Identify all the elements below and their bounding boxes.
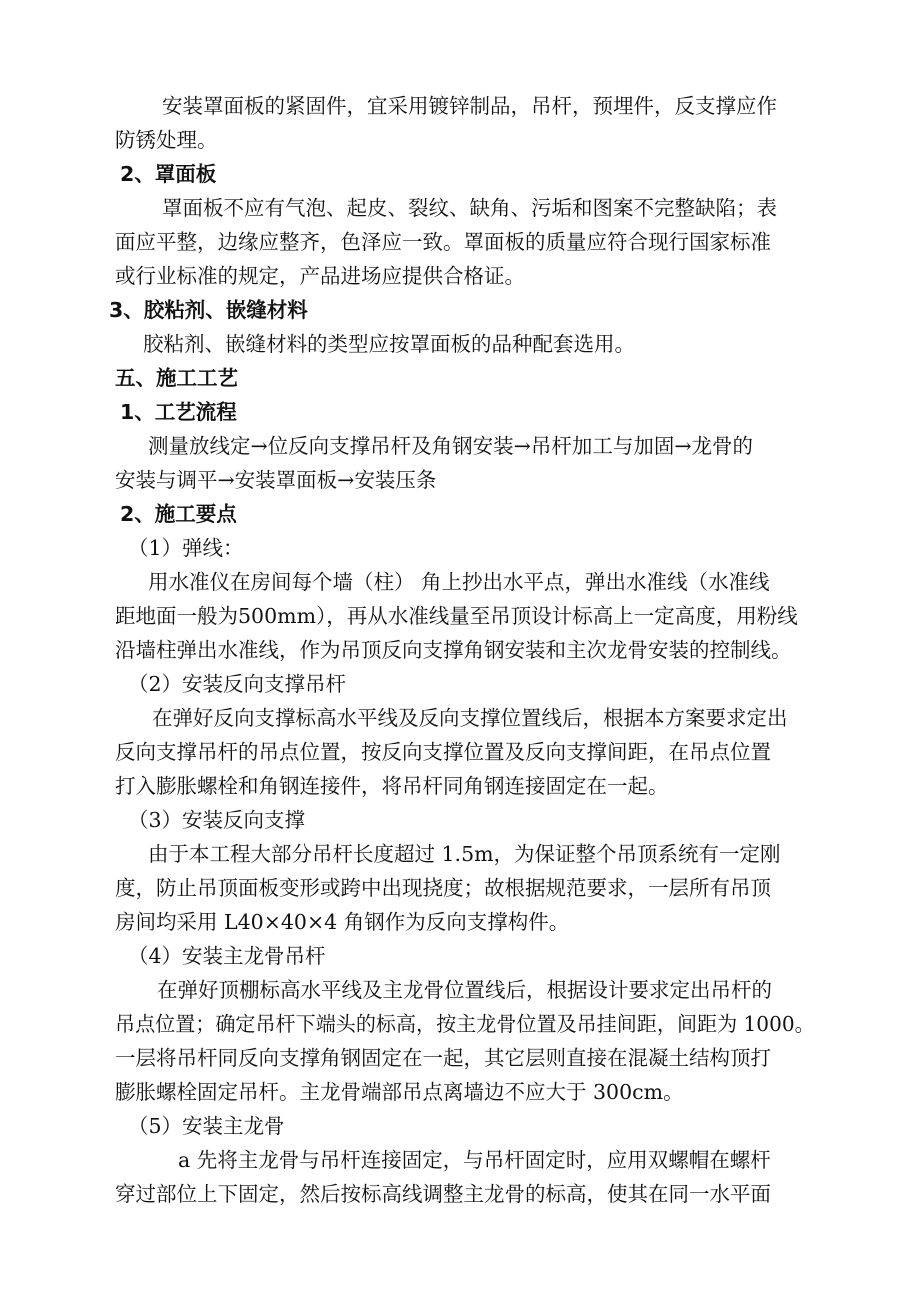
paragraph-line: 一层将吊杆同反向支撑角钢固定在一起，其它层则直接在混凝土结构顶打 — [115, 1046, 771, 1070]
subsection-title: （3）安装反向支撑 — [128, 808, 306, 832]
subsection-title: （2）安装反向支撑吊杆 — [128, 672, 347, 696]
paragraph-line: a 先将主龙骨与吊杆连接固定，与吊杆固定时，应用双螺帽在螺杆 — [178, 1148, 771, 1172]
section-heading: 3、胶粘剂、嵌缝材料 — [109, 298, 308, 322]
subsection-title: （5）安装主龙骨 — [128, 1114, 285, 1138]
chapter-heading: 五、施工工艺 — [115, 366, 238, 390]
paragraph-line: 穿过部位上下固定，然后按标高线调整主龙骨的标高，使其在同一水平面 — [115, 1182, 771, 1206]
paragraph-line: 防锈处理。 — [115, 128, 218, 152]
paragraph-line: 打入膨胀螺栓和角钢连接件，将吊杆同角钢连接固定在一起。 — [115, 774, 669, 798]
subsection-title: （4）安装主龙骨吊杆 — [128, 944, 326, 968]
paragraph-line: 沿墙柱弹出水准线，作为吊顶反向支撑角钢安装和主次龙骨安装的控制线。 — [115, 638, 792, 662]
paragraph-line: 用水准仪在房间每个墙（柱） 角上抄出水平点，弹出水准线（水准线 — [148, 570, 770, 594]
section-heading: 1、工艺流程 — [120, 400, 237, 424]
paragraph-line: 房间均采用 L40×40×4 角钢作为反向支撑构件。 — [115, 910, 570, 934]
paragraph-line: 罩面板不应有气泡、起皮、裂纹、缺角、污垢和图案不完整缺陷；表 — [162, 196, 777, 220]
paragraph-line: 在弹好顶棚标高水平线及主龙骨位置线后，根据设计要求定出吊杆的 — [157, 978, 772, 1002]
paragraph-line: 安装与调平→安装罩面板→安装压条 — [115, 468, 437, 492]
section-heading: 2、施工要点 — [120, 502, 237, 526]
paragraph-line: 膨胀螺栓固定吊杆。主龙骨端部吊点离墙边不应大于 300cm。 — [115, 1080, 684, 1104]
section-heading: 2、罩面板 — [120, 162, 217, 186]
paragraph-line: 距地面一般为500mm），再从水准线量至吊顶设计标高上一定高度，用粉线 — [115, 604, 798, 628]
paragraph-line: 反向支撑吊杆的吊点位置，按反向支撑位置及反向支撑间距，在吊点位置 — [115, 740, 771, 764]
paragraph-line: 在弹好反向支撑标高水平线及反向支撑位置线后，根据本方案要求定出 — [152, 706, 788, 730]
subsection-title: （1）弹线： — [128, 536, 244, 560]
paragraph-line: 胶粘剂、嵌缝材料的类型应按罩面板的品种配套选用。 — [143, 332, 635, 356]
paragraph-line: 吊点位置；确定吊杆下端头的标高，按主龙骨位置及吊挂间距，间距为 1000。 — [115, 1012, 815, 1036]
paragraph-line: 由于本工程大部分吊杆长度超过 1.5m，为保证整个吊顶系统有一定刚 — [148, 842, 781, 866]
paragraph-line: 度，防止吊顶面板变形或跨中出现挠度；故根据规范要求，一层所有吊顶 — [115, 876, 771, 900]
paragraph-line: 测量放线定→位反向支撑吊杆及角钢安装→吊杆加工与加固→龙骨的 — [148, 434, 754, 458]
paragraph-line: 面应平整，边缘应整齐，色泽应一致。罩面板的质量应符合现行国家标准 — [115, 230, 771, 254]
paragraph-line: 或行业标准的规定，产品进场应提供合格证。 — [115, 264, 525, 288]
paragraph-line: 安装罩面板的紧固件，宜采用镀锌制品，吊杆，预埋件，反支撑应作 — [162, 94, 777, 118]
